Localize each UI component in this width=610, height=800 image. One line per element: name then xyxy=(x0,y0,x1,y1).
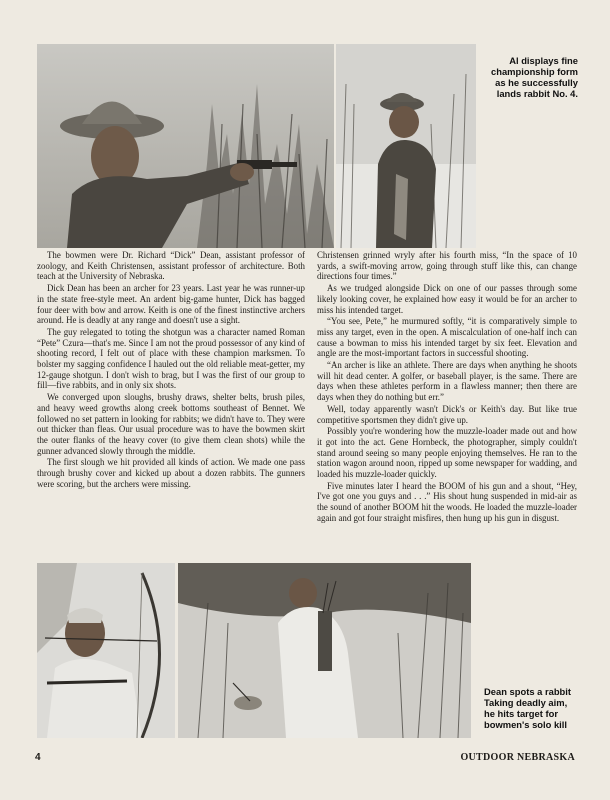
article-left-column xyxy=(37,250,305,490)
article-right-column xyxy=(317,250,577,525)
page-number: 4 xyxy=(35,752,41,763)
paragraph: “You see, Pete,” he murmured softly, “it is comparatively simple to miss any target, even in the open. A miscalculation of one-half inch can cause a bowman to miss his intended target by six feet. Elevation and angle are the most-important factors in successful shooting. xyxy=(317,316,577,359)
photo-archer-drawing-bow-image xyxy=(37,563,175,738)
paragraph: As we trudged alongside Dick on one of our passes through some likely looking cover, he explained how easy it would be for an archer to miss his intended target. xyxy=(317,283,577,315)
photo-archer-in-snow xyxy=(178,563,471,738)
top-caption-line: championship form xyxy=(491,66,578,77)
photo-pistol-shooter xyxy=(37,44,334,248)
top-photo-caption xyxy=(480,55,578,99)
photo-pistol-shooter-image xyxy=(37,44,334,248)
bottom-caption-line: bowmen's solo kill xyxy=(484,719,567,730)
photo-archer-in-snow-image xyxy=(178,563,471,738)
paragraph: The first slough we hit provided all kinds of action. We made one pass through brushy cover and kicked up about a dozen rabbits. The gunners were scoring, but the archers were missing. xyxy=(37,457,305,489)
photo-archer-drawing-bow xyxy=(37,563,175,738)
bottom-caption-line: Dean spots a rabbit xyxy=(484,686,571,697)
bottom-caption-line: he hits target for xyxy=(484,708,558,719)
paragraph: We converged upon sloughs, brushy draws, shelter belts, brush piles, and heavy weed growths along creek bottoms southeast of Bennet. We followed no set pattern in looking for rabbits; we didn't have to. They were out thicker than fleas. Our usual procedure was to have the bowmen skirt the outer flanks of the heavy cover (to give them clean shots) while the gunner advanced slowly through the middle. xyxy=(37,392,305,456)
paragraph: Well, today apparently wasn't Dick's or Keith's day. But like true competitive sportsmen they didn't give up. xyxy=(317,403,577,425)
photo-hunter-with-rabbit xyxy=(336,44,476,248)
bottom-caption-line: Taking deadly aim, xyxy=(484,697,568,708)
paragraph: The bowmen were Dr. Richard “Dick” Dean, assistant professor of zoology, and Keith Christensen, assistant professor of architecture. Both teach at the University of Nebraska. xyxy=(37,250,305,282)
paragraph: Dick Dean has been an archer for 23 years. Last year he was runner-up in the state free-style meet. An ardent big-game hunter, Dick has bagged four deer with bow and arrow. Keith is one of the finest instinctive archers around. He is deadly at any range and doesn't use a sight. xyxy=(37,283,305,326)
top-caption-line: as he successfully xyxy=(495,77,578,88)
paragraph: Five minutes later I heard the BOOM of his gun and a shout, “Hey, I've got one you guys and . . .” His shout hung suspended in mid-air as the sound of another BOOM hit the woods. He loaded the muzzle-loader again and got four straight misfires, then hung up his gun in disgust. xyxy=(317,480,577,523)
paragraph: Christensen grinned wryly after his fourth miss, “In the space of 10 yards, a swift-moving arrow, going through stuff like this, can change directions four times.” xyxy=(317,250,577,282)
photo-hunter-with-rabbit-image xyxy=(336,44,476,248)
top-caption-line: lands rabbit No. 4. xyxy=(496,88,578,99)
magazine-title: OUTDOOR NEBRASKA xyxy=(460,752,575,763)
paragraph: The guy relegated to toting the shotgun was a character named Roman “Pete” Czura—that's me. Since I am not the proud possessor of any kind of shooting record, I felt out of place with these champion marksmen. To bolster my sagging confidence I hauled out the old reliable meat-getter, my 12-gauge shotgun. I don't wish to brag, but I was the first of our group to fill—five rabbits, and in only six shots. xyxy=(37,326,305,391)
top-caption-line: Al displays fine xyxy=(509,55,578,66)
paragraph: “An archer is like an athlete. There are days when anything he shoots will hit dead center. A golfer, or baseball player, is the same. There are days when these athletes perform in a flawless manner; then there are days when they do nothing but err.” xyxy=(317,360,577,403)
bottom-photo-caption xyxy=(484,686,584,730)
paragraph: Possibly you're wondering how the muzzle-loader made out and how it got into the act. Gene Hornbeck, the photographer, simply couldn't stand around seeing so many people enjoying themselves. He ran to the station wagon around noon, ripped up some newspaper for wadding, and loaded his muzzle-loader quickly. xyxy=(317,426,577,480)
